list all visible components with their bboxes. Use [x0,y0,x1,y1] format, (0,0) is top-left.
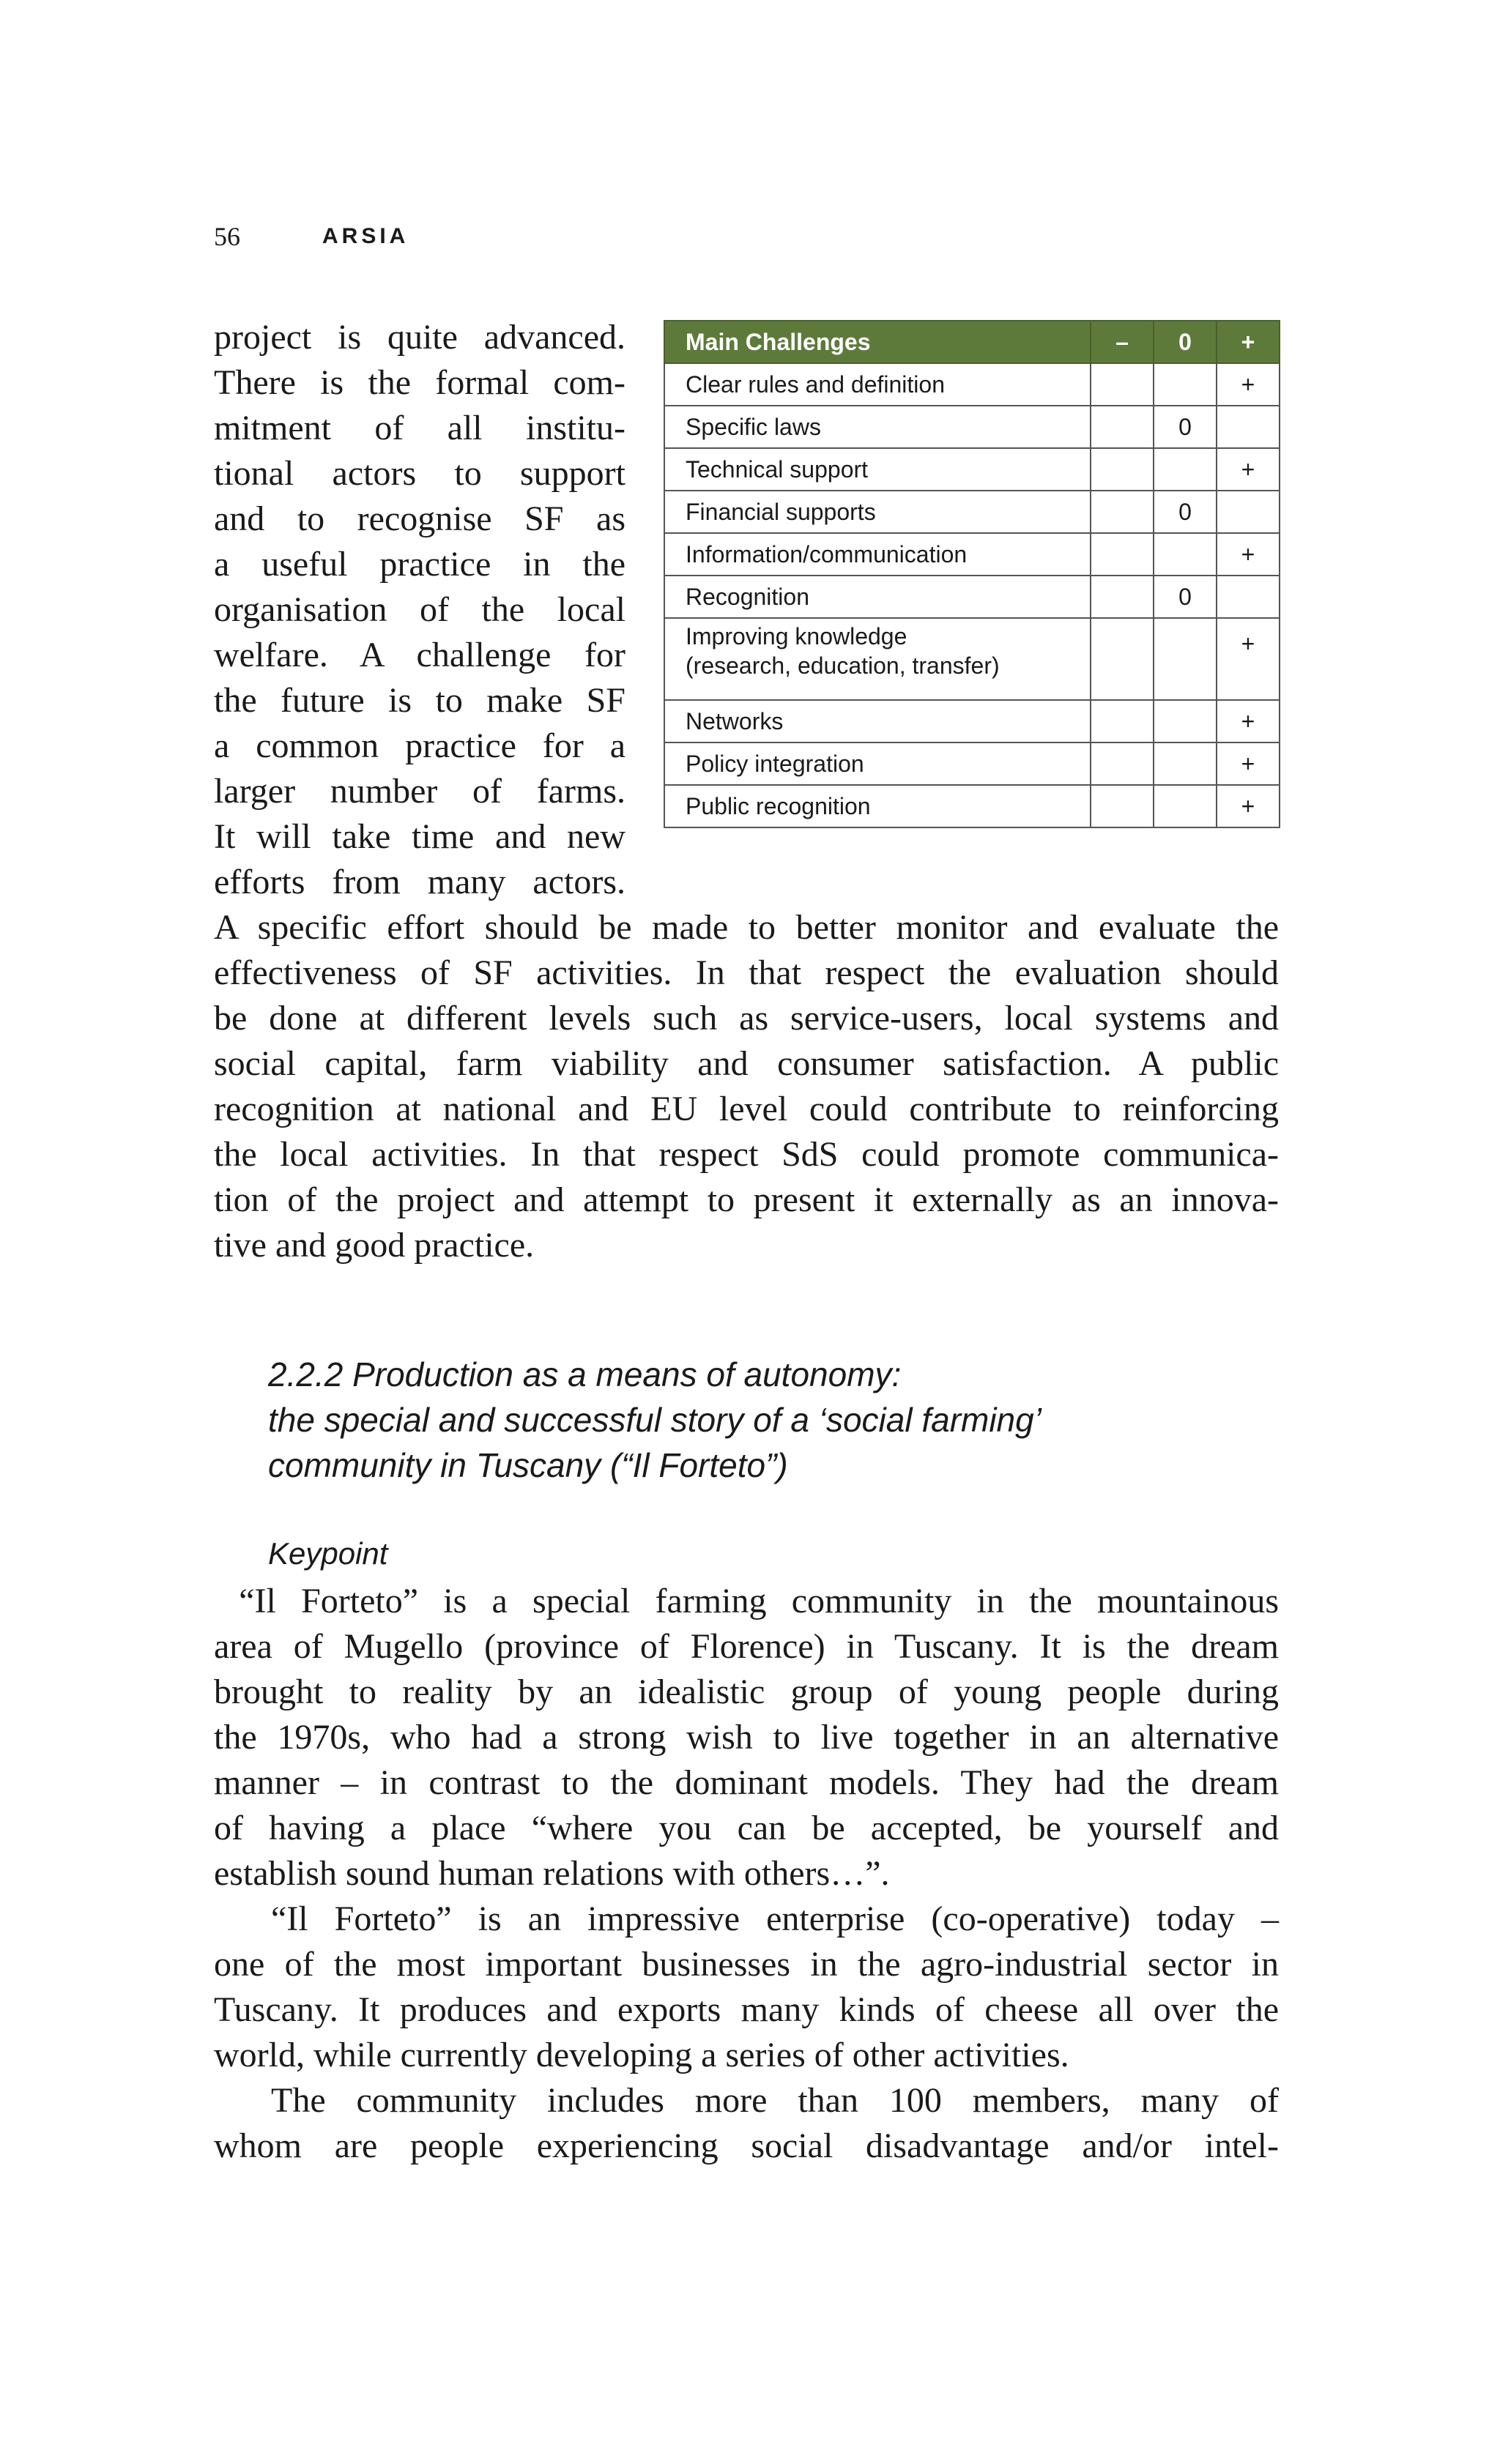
challenge-label: Information/communication [664,533,1091,576]
text-line: social capital, farm viability and consumer satisfaction. A public [214,1044,1279,1083]
plus-cell: + [1217,700,1280,742]
minus-cell [1091,785,1154,827]
zero-cell [1154,448,1217,491]
zero-cell [1154,700,1217,742]
challenge-label: Policy integration [664,742,1091,785]
text-line: “Il Forteto” is an impressive enterprise (co-operative) today – [271,1899,1279,1938]
table-row [664,363,1280,406]
text-line: whom are people experiencing social disadvantage and/or intel- [214,2126,1279,2165]
text-line: effectiveness of SF activities. In that respect the evaluation should [214,953,1279,992]
zero-cell [1154,785,1217,827]
body-paragraph [214,1579,1279,1897]
table-row [664,742,1280,785]
table-row [664,576,1280,618]
header-zero: 0 [1154,321,1217,363]
table-row [664,785,1280,827]
running-head: ARSIA [322,224,409,248]
continuation-paragraph [214,905,1279,1268]
body-paragraph [214,2078,1279,2169]
text-line: Tuscany. It produces and exports many kinds of cheese all over the [214,1990,1279,2029]
table-row [664,491,1280,533]
challenge-label-line1: Improving knowledge [686,623,907,650]
text-line: organisation of the local [214,590,625,629]
text-line: tion of the project and attempt to present it externally as an innova- [214,1180,1279,1219]
minus-cell [1091,742,1154,785]
text-line: The community includes more than 100 members, many of [271,2081,1279,2120]
minus-cell [1091,700,1154,742]
zero-cell [1154,363,1217,406]
text-line: larger number of farms. [214,772,625,811]
keypoint-label: Keypoint [268,1536,388,1571]
text-line: world, while currently developing a series of other activities. [214,2036,1069,2074]
header-minus: – [1091,321,1154,363]
text-line: A specific effort should be made to better monitor and evaluate the [214,908,1279,947]
text-line: brought to reality by an idealistic group of young people during [214,1672,1279,1711]
minus-cell [1091,448,1154,491]
plus-cell [1217,406,1280,448]
table-row [664,618,1280,700]
section-heading [268,1352,1042,1488]
plus-cell [1217,491,1280,533]
text-line: area of Mugello (province of Florence) in Tuscany. It is the dream [214,1627,1279,1666]
section-heading-line: community in Tuscany (“Il Forteto”) [268,1446,788,1484]
header-main-challenges: Main Challenges [664,321,1091,363]
text-line: of having a place “where you can be accepted, be yourself and [214,1809,1279,1847]
plus-cell: + [1217,363,1280,406]
header-plus: + [1217,321,1280,363]
minus-cell [1091,576,1154,618]
text-line: manner – in contrast to the dominant models. They had the dream [214,1763,1279,1802]
challenge-label: Specific laws [664,406,1091,448]
text-line: It will take time and new [214,817,625,856]
text-line: a common practice for a [214,726,625,765]
section-heading-line: the special and successful story of a ‘social farming’ [268,1401,1042,1439]
text-line: recognition at national and EU level could contribute to reinforcing [214,1090,1279,1128]
text-line: the 1970s, who had a strong wish to live together in an alternative [214,1718,1279,1757]
text-line: and to recognise SF as [214,499,625,538]
minus-cell [1091,363,1154,406]
table-header-row [664,321,1280,363]
challenge-label: Recognition [664,576,1091,618]
challenge-label [664,618,1091,700]
table-row [664,406,1280,448]
text-line: project is quite advanced. [214,318,625,357]
text-line: a useful practice in the [214,545,625,584]
challenge-label-line2: (research, education, transfer) [686,652,1000,679]
plus-cell [1217,576,1280,618]
minus-cell [1091,618,1154,700]
plus-cell: + [1217,448,1280,491]
body-paragraph [214,1897,1279,2078]
section-heading-line: 2.2.2 Production as a means of autonomy: [268,1355,902,1393]
minus-cell [1091,491,1154,533]
table-row [664,448,1280,491]
text-line: “Il Forteto” is a special farming community in the mountainous [214,1582,1279,1620]
challenge-label: Clear rules and definition [664,363,1091,406]
text-line: There is the formal com- [214,363,625,402]
text-line: the future is to make SF [214,681,625,720]
plus-cell: + [1217,742,1280,785]
challenge-label: Technical support [664,448,1091,491]
minus-cell [1091,406,1154,448]
text-line: efforts from many actors. [214,863,625,901]
zero-cell [1154,742,1217,785]
plus-cell: + [1217,618,1280,700]
main-challenges-table [664,320,1280,828]
page-number: 56 [214,222,240,251]
plus-cell: + [1217,785,1280,827]
minus-cell [1091,533,1154,576]
text-line: mitment of all institu- [214,409,625,447]
plus-cell: + [1217,533,1280,576]
text-line: tional actors to support [214,454,625,493]
text-line: tive and good practice. [214,1226,535,1265]
zero-cell: 0 [1154,406,1217,448]
wrap-paragraph [214,315,625,905]
text-line: establish sound human relations with others…”. [214,1854,890,1893]
table-row [664,533,1280,576]
challenge-label: Networks [664,700,1091,742]
text-line: be done at different levels such as service-users, local systems and [214,999,1279,1038]
zero-cell [1154,618,1217,700]
text-line: the local activities. In that respect SdS could promote communica- [214,1135,1279,1174]
text-line: one of the most important businesses in the agro-industrial sector in [214,1945,1279,1984]
zero-cell: 0 [1154,576,1217,618]
zero-cell: 0 [1154,491,1217,533]
table-row [664,700,1280,742]
challenge-label: Financial supports [664,491,1091,533]
text-line: welfare. A challenge for [214,636,625,674]
zero-cell [1154,533,1217,576]
challenge-label: Public recognition [664,785,1091,827]
